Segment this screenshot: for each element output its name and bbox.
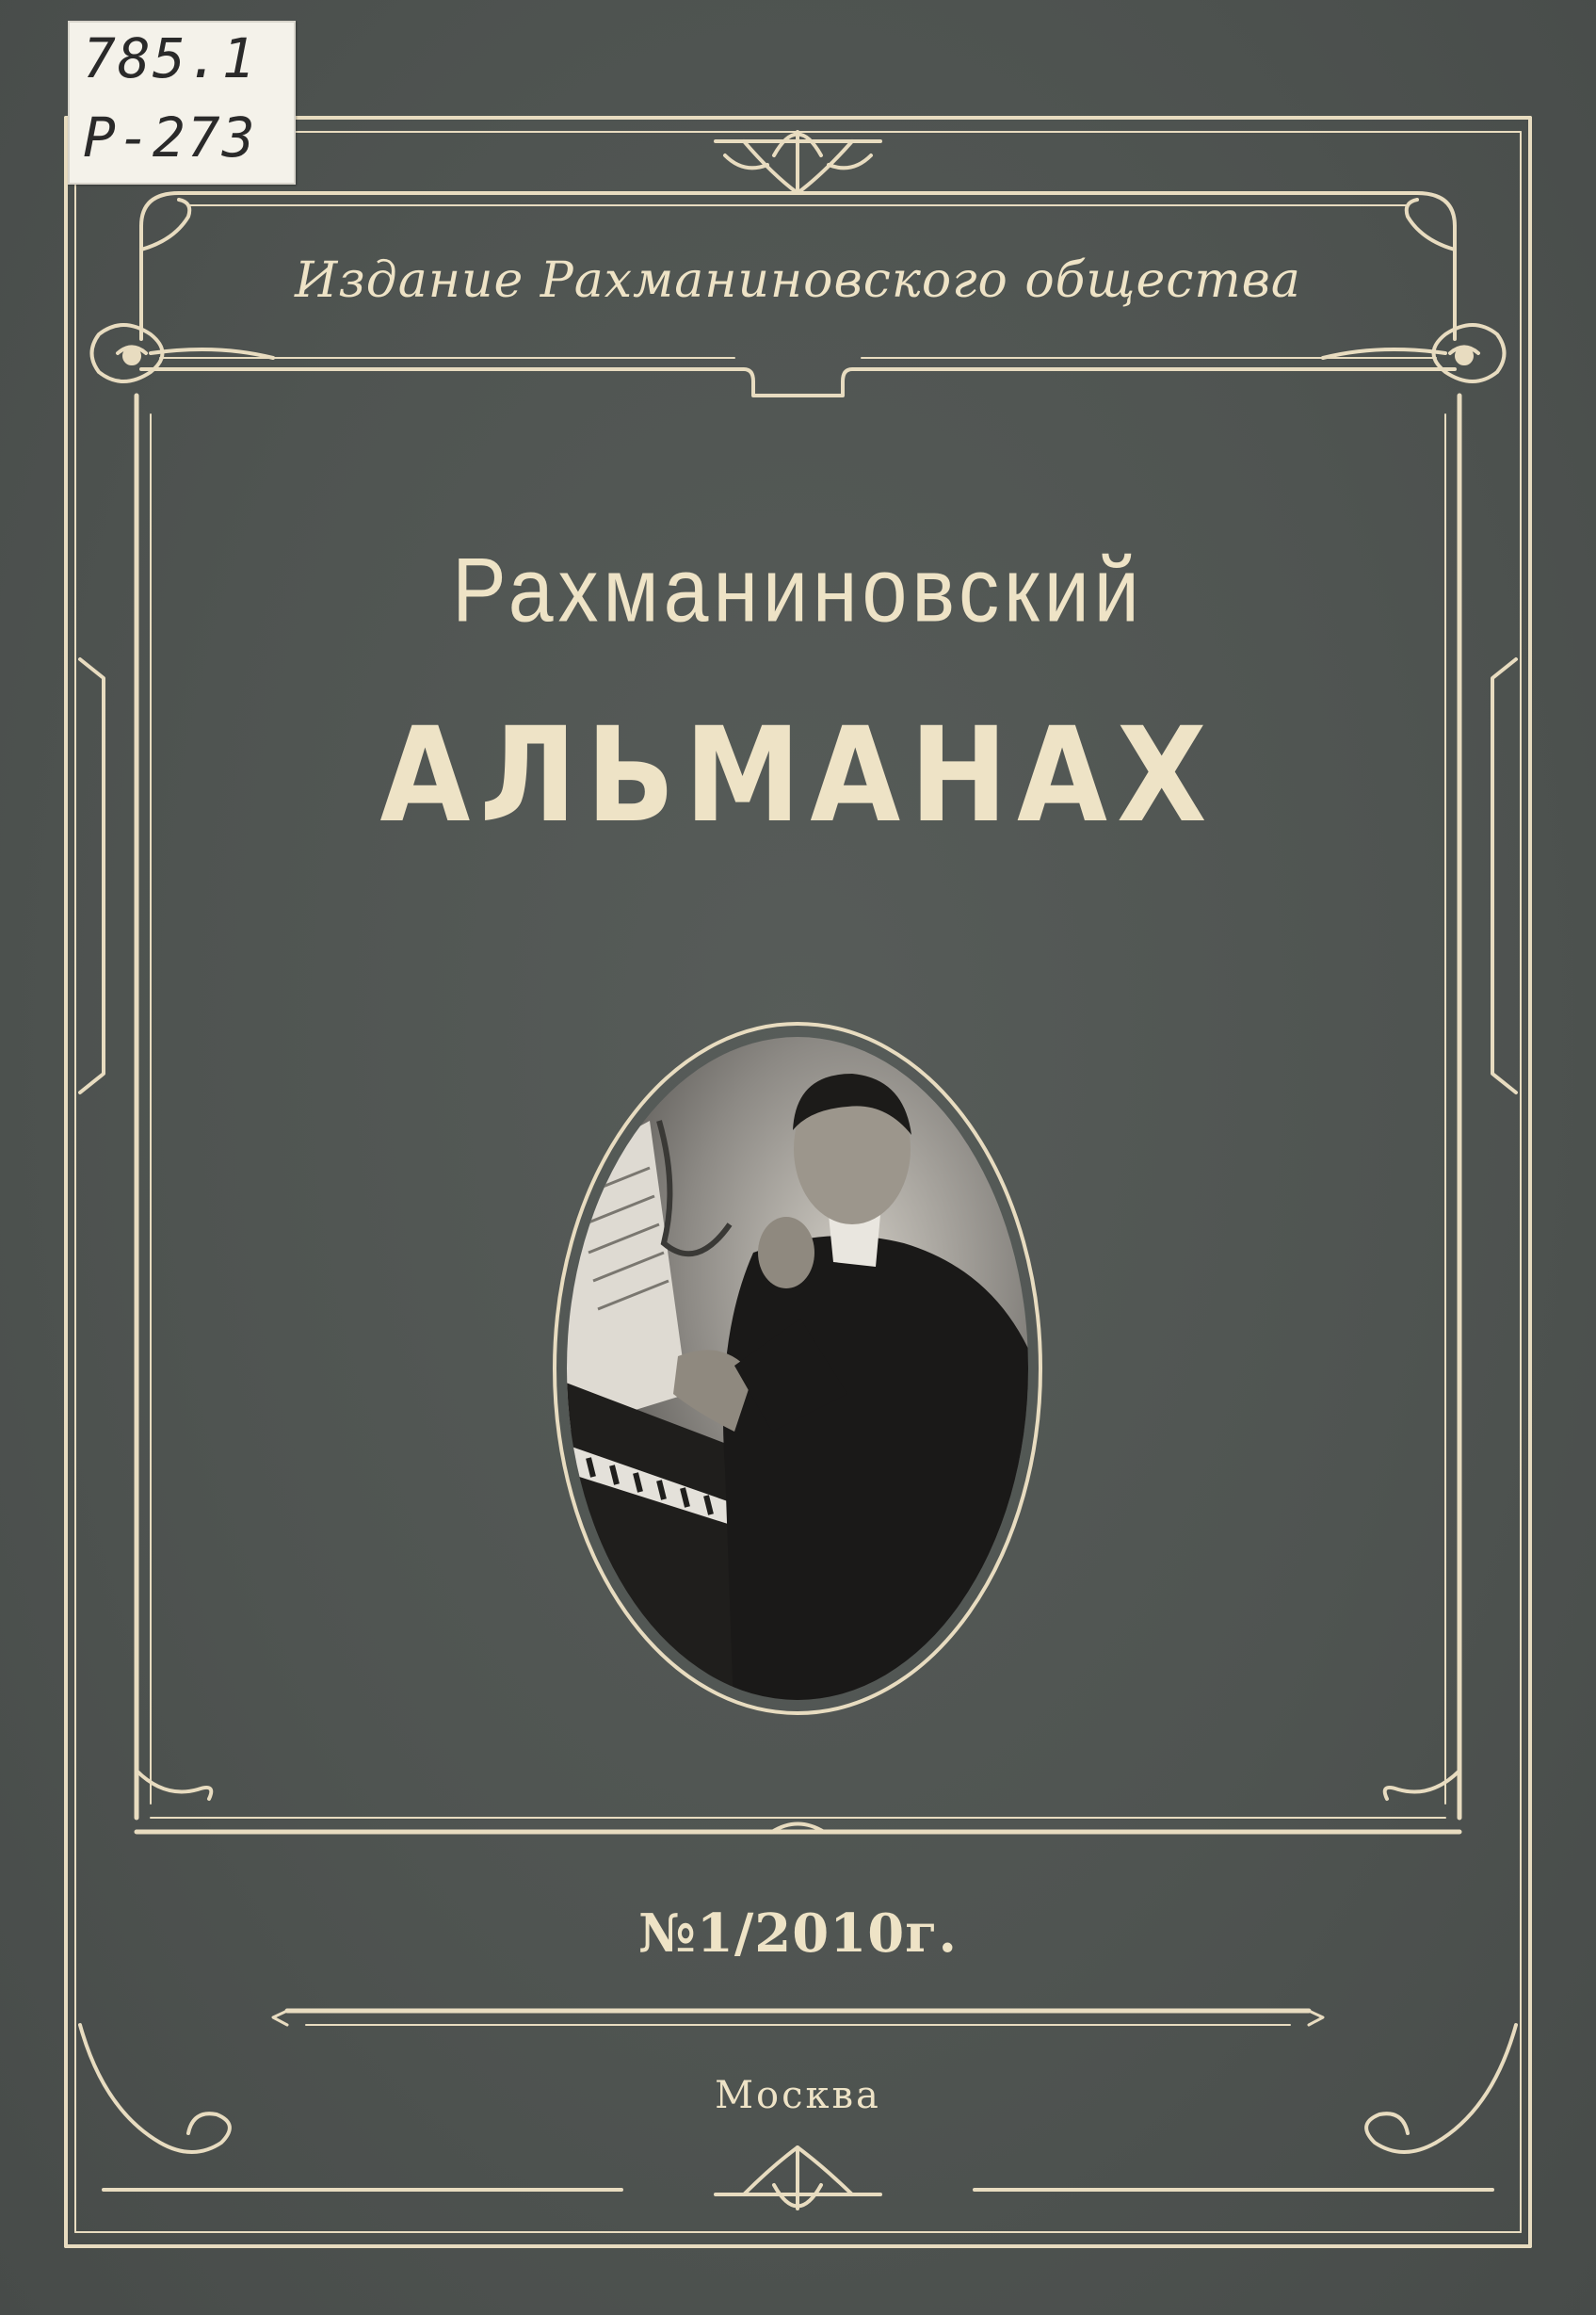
shelfmark-author-mark: Р-273 [83, 105, 257, 170]
title-line-1: Рахманиновский [452, 540, 1144, 641]
publisher-name: Издание Рахманиновского общества [295, 252, 1301, 309]
right-scroll-ornament [1323, 325, 1505, 381]
bottom-crest-ornament [716, 2147, 880, 2209]
library-shelfmark-label [68, 21, 296, 185]
issue-number: №1/2010г. [638, 1902, 958, 1965]
lower-corner-ornaments [137, 1771, 1459, 1832]
composer-portrait [546, 1024, 1045, 1733]
top-corner-ornaments [80, 200, 1516, 1093]
left-scroll-ornament [92, 325, 274, 381]
issue-divider [273, 2011, 1323, 2025]
title-line-2: АЛЬМАНАХ [379, 700, 1217, 852]
shelfmark-classification: 785.1 [83, 26, 257, 90]
top-crest-ornament [716, 132, 880, 193]
publication-city: Москва [715, 2074, 881, 2117]
